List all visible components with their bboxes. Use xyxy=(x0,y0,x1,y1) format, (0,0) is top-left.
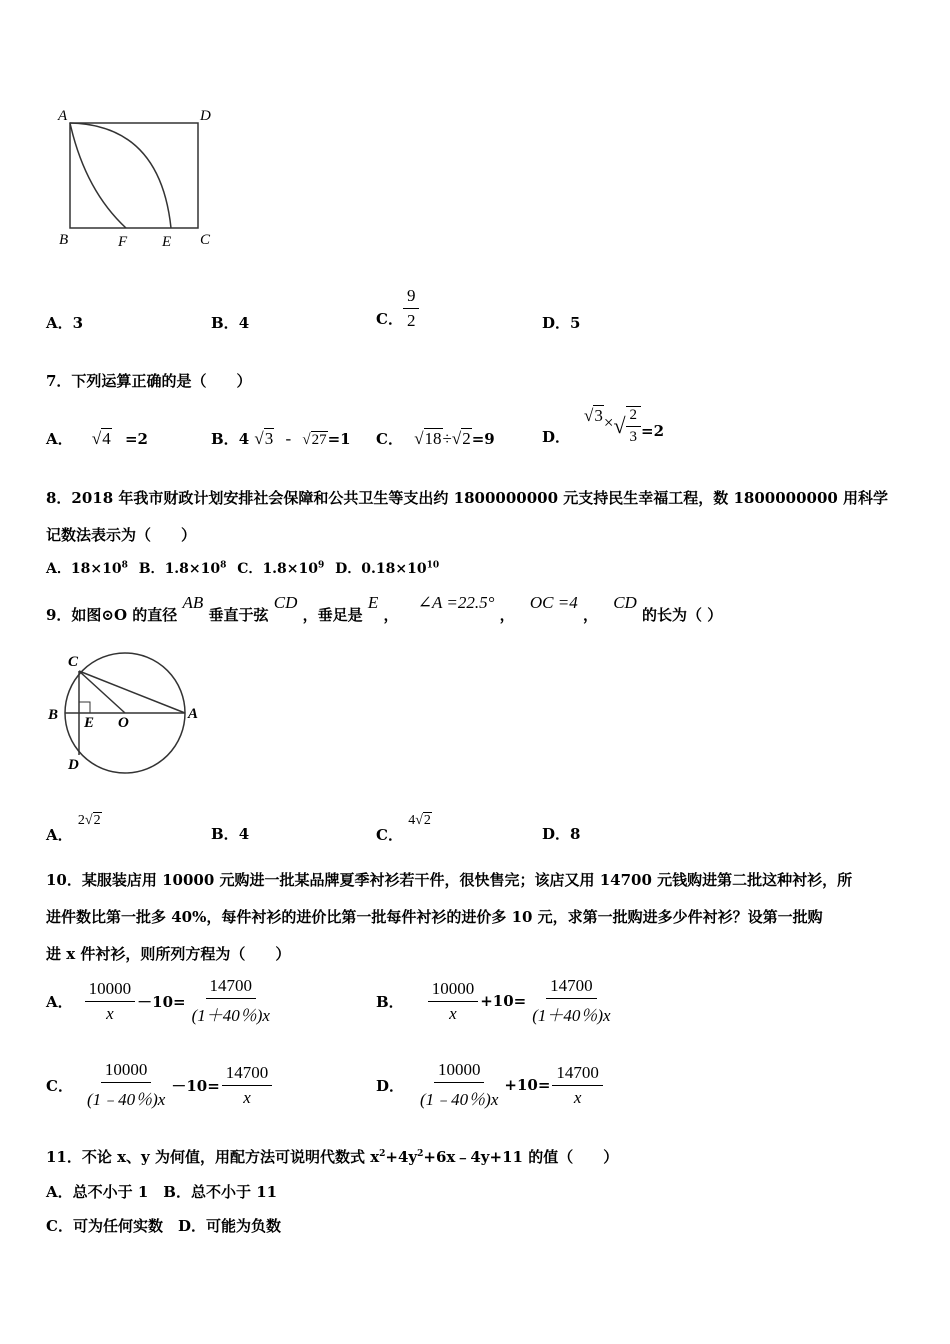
q6-option-d: D．5 xyxy=(542,314,581,332)
label-b: B xyxy=(59,232,69,248)
q9-option-d: D．8 xyxy=(542,825,581,843)
label-d: D xyxy=(68,757,79,773)
rectangle-abcd xyxy=(70,123,198,228)
right-angle-mark xyxy=(79,702,90,713)
q8-options xyxy=(46,558,439,578)
figure-rectangle-arcs xyxy=(50,100,240,260)
q10-option-c: C． $\frac{10000}{(1﹣40\%)x}$ －10= $\frac{14700}{x}$ xyxy=(46,1060,272,1110)
q7-option-a: A． √4 =2 xyxy=(46,429,148,448)
label-e: E xyxy=(84,715,95,731)
q9-option-c: C． 4√2 xyxy=(376,813,431,844)
q10-stem-line1: 10．某服装店用 10000 元购进一批某品牌夏季衬衫若干件，很快售完；该店又用 14700 元钱购进第二批这种衬衫，所 xyxy=(46,871,853,889)
q6-option-c: C． $\frac{9}{2}$ xyxy=(376,286,419,331)
label-a: A xyxy=(188,706,199,722)
q11-options-ab: A．总不小于 1 B．总不小于 11 xyxy=(46,1183,278,1201)
q10-stem-line2: 进件数比第一批多 40%，每件衬衫的进价比第一批每件衬衫的进价多 10 元，求第一批购进多少件衬衫？设第一批购 xyxy=(46,908,823,926)
q7-option-b: B．4 √3 - √27=1 xyxy=(211,429,351,448)
q7-option-c: C． √18÷√2=9 xyxy=(376,429,495,448)
label-o: O xyxy=(118,715,129,731)
arc-af xyxy=(70,123,126,228)
q8-option-b: B．$1.8\times 10^8$ xyxy=(138,560,227,577)
label-b: B xyxy=(48,707,59,723)
q11-options-cd: C．可为任何实数 D．可能为负数 xyxy=(46,1217,281,1235)
label-d: D xyxy=(200,108,211,124)
q9-option-a: A． 2√2 xyxy=(46,813,101,844)
segment-ca xyxy=(79,671,185,713)
q10-option-b: B． $\frac{10000}{x}$ +10= $\frac{14700}{(1+40\%)x}$ xyxy=(376,976,611,1025)
q8-option-d: D．$0.18\times 10^{10}$ xyxy=(335,560,440,577)
segment-co xyxy=(79,671,125,713)
q10-option-a: A． $\frac{10000}{x}$ －10= $\frac{14700}{(1+40\%)x}$ xyxy=(46,976,270,1025)
q6-option-b: B．4 xyxy=(211,314,250,332)
label-e: E xyxy=(162,234,172,250)
q8-option-a: A．$18\times 10^8$ xyxy=(46,560,128,577)
q6-option-a: A．3 xyxy=(46,314,84,332)
q7-option-d: D． √3 × √ $\frac{2}{3}$ =2 xyxy=(542,405,665,446)
q11-stem: 11．不论 x、y 为何值，用配方法可说明代数式 $x^2+4y^2+6x﹣4y+11$ 的值（ ） xyxy=(46,1148,619,1166)
q10-option-d: D． $\frac{10000}{(1﹣40\%)x}$ +10= $\frac{14700}{x}$ xyxy=(376,1060,603,1110)
q7-stem: 7．下列运算正确的是（ ） xyxy=(46,372,252,390)
q9-stem: 9．如图⊙O 的直径 AB 垂直于弦 CD ，垂足是 E ， ∠A =22.5° ， OC =4 ， CD 的长为（ ） xyxy=(46,593,723,624)
label-c: C xyxy=(200,232,211,248)
q8-stem-line1: 8．2018 年我市财政计划安排社会保障和公共卫生等支出约 1800000000 元支持民生幸福工程，数 1800000000 用科学 xyxy=(46,489,889,507)
figure-circle xyxy=(44,650,214,780)
q8-stem-line2: 记数法表示为（ ） xyxy=(46,526,197,544)
label-a: A xyxy=(58,108,68,124)
q8-option-c: C．$1.8\times 10^9$ xyxy=(237,560,325,577)
q10-stem-line3: 进 x 件衬衫，则所列方程为（ ） xyxy=(46,945,291,963)
label-c: C xyxy=(68,654,79,670)
q9-option-b: B．4 xyxy=(211,825,250,843)
arc-ae xyxy=(70,123,171,228)
label-f: F xyxy=(118,234,128,250)
fraction-nine-halves: $\frac{9}{2}$ xyxy=(403,286,420,331)
